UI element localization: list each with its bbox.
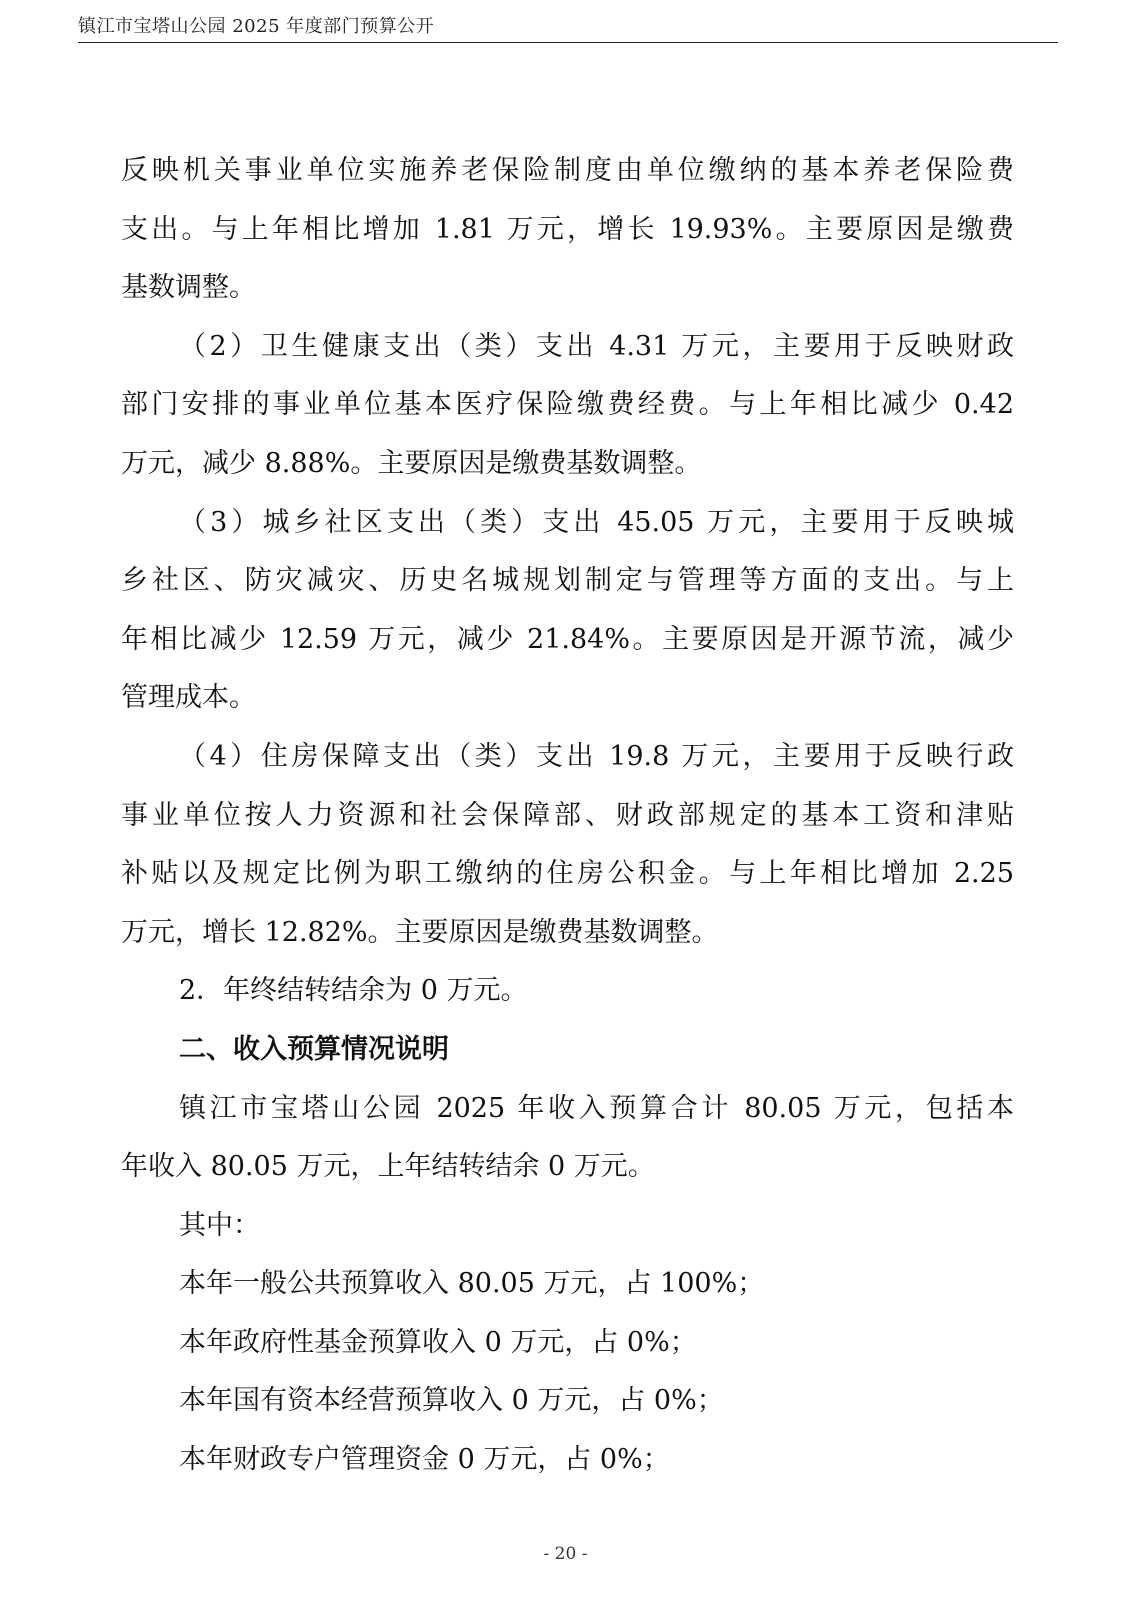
paragraph-line: 年收入 80.05 万元，上年结转结余 0 万元。 [121,1151,655,1183]
paragraph-line: （3）城乡社区支出（类）支出 45.05 万元，主要用于反映城 [179,506,1014,538]
paragraph-line: 事业单位按人力资源和社会保障部、财政部规定的基本工资和津贴 [121,799,1014,831]
paragraph-line: 基数调整。 [121,272,256,304]
page-number: - 20 - [543,1544,588,1564]
paragraph-line: 反映机关事业单位实施养老保险制度由单位缴纳的基本养老保险费 [121,155,1014,186]
paragraph-line: 管理成本。 [121,682,256,714]
document-body [121,142,1014,1490]
section-heading: 二、收入预算情况说明 [179,1033,449,1065]
paragraph-line: 本年一般公共预算收入 80.05 万元，占 100%； [179,1268,765,1300]
paragraph-line: 本年政府性基金预算收入 0 万元，占 0%； [179,1326,697,1358]
paragraph-line: 万元，减少 8.88%。主要原因是缴费基数调整。 [121,447,702,479]
paragraph-line: 补贴以及规定比例为职工缴纳的住房公积金。与上年相比增加 2.25 [121,858,1014,890]
paragraph-line: 年相比减少 12.59 万元，减少 21.84%。主要原因是开源节流，减少 [121,623,1014,655]
paragraph-line: （2）卫生健康支出（类）支出 4.31 万元，主要用于反映财政 [179,330,1014,362]
paragraph-line: 镇江市宝塔山公园 2025 年收入预算合计 80.05 万元，包括本 [179,1092,1014,1124]
paragraph-line: 本年国有资本经营预算收入 0 万元，占 0%； [179,1385,724,1417]
paragraph-line: （4）住房保障支出（类）支出 19.8 万元，主要用于反映行政 [179,740,1014,772]
paragraph-line: 支出。与上年相比增加 1.81 万元，增长 19.93%。主要原因是缴费 [121,213,1014,245]
header-title: 镇江市宝塔山公园 2025 年度部门预算公开 [78,16,435,37]
paragraph-line: 万元，增长 12.82%。主要原因是缴费基数调整。 [121,916,719,948]
page-header [78,12,1058,43]
paragraph-line: 部门安排的事业单位基本医疗保险缴费经费。与上年相比减少 0.42 [121,389,1014,421]
paragraph-line: 其中： [179,1209,260,1241]
paragraph-line: 2．年终结转结余为 0 万元。 [179,975,528,1007]
paragraph-line: 乡社区、防灾减灾、历史名城规划制定与管理等方面的支出。与上 [121,565,1014,597]
paragraph-line: 本年财政专户管理资金 0 万元，占 0%； [179,1444,670,1476]
